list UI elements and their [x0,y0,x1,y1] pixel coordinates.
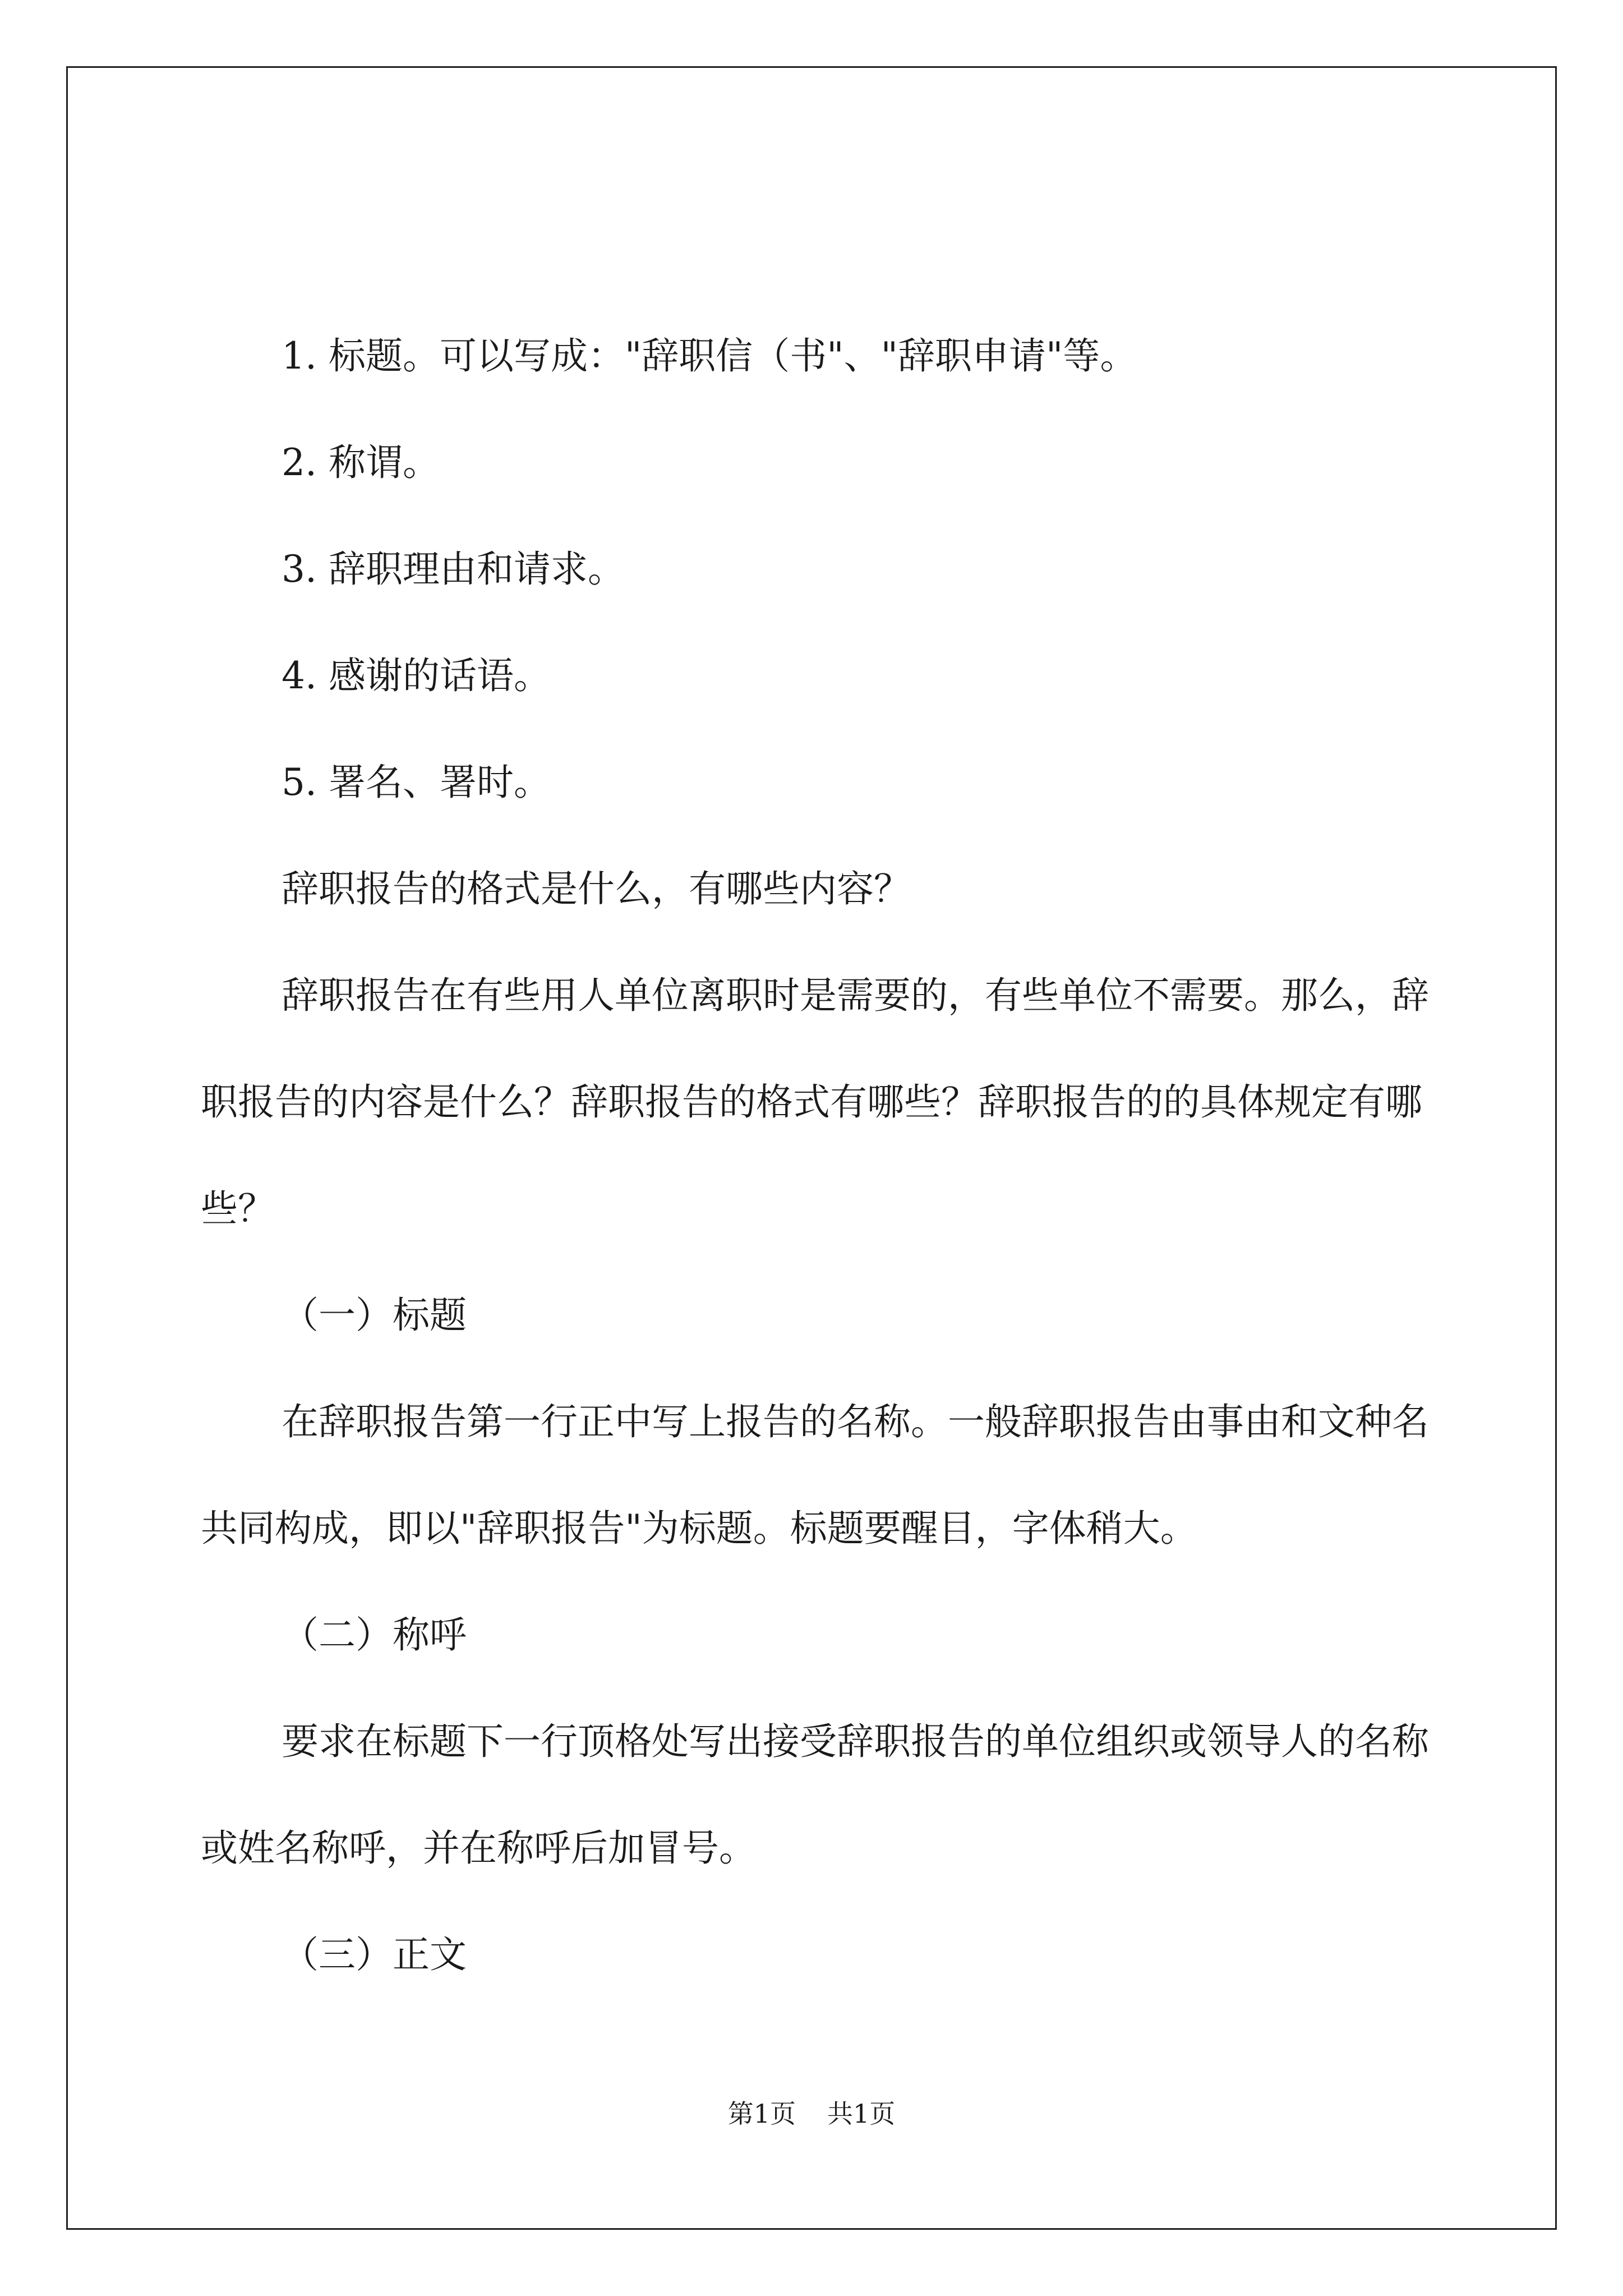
paragraph-item-salutation: 2. 称谓。 [282,441,440,484]
paragraph-item-title: 1. 标题。可以写成："辞职信（书"、"辞职申请"等。 [282,334,1137,378]
paragraph-title-desc: 在辞职报告第一行正中写上报告的名称。一般辞职报告由事由和文种名共同构成，即以"辞职报告"为标题。标题要醒目，字体稍大。 [201,1400,1429,1550]
paragraph-question: 辞职报告的格式是什么，有哪些内容？ [282,867,911,910]
document-body [201,303,1429,2008]
paragraph-item-thanks: 4. 感谢的话语。 [282,654,551,697]
paragraph-item-signature: 5. 署名、署时。 [282,761,551,804]
section-heading-body: （三）正文 [282,1933,467,1976]
page-number-total: 共1页 [827,2099,896,2129]
section-heading-title: （一）标题 [282,1294,467,1337]
section-heading-salutation: （二）称呼 [282,1613,467,1657]
paragraph-item-reason: 3. 辞职理由和请求。 [282,547,625,591]
paragraph-salutation-desc: 要求在标题下一行顶格处写出接受辞职报告的单位组织或领导人的名称或姓名称呼，并在称呼后加冒号。 [201,1720,1429,1870]
page-footer [0,2097,1623,2131]
page-number-current: 第1页 [727,2099,796,2129]
paragraph-intro: 辞职报告在有些用人单位离职时是需要的，有些单位不需要。那么，辞职报告的内容是什么？辞职报告的格式有哪些？辞职报告的的具体规定有哪些？ [201,974,1429,1230]
